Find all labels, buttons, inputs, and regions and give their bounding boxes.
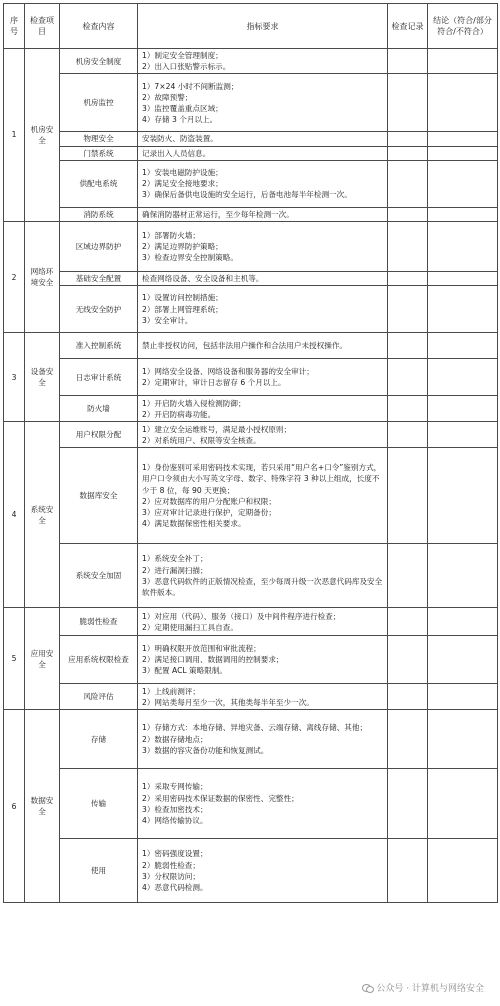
- table-row: [4, 710, 498, 769]
- header-record: 检查记录: [388, 4, 428, 49]
- group-seq: 4: [4, 422, 25, 608]
- table-row: [4, 74, 498, 132]
- check-content: 无线安全防护: [60, 286, 138, 333]
- wechat-icon: [362, 983, 373, 992]
- requirement-line: 2）满足接口调用、数据调用的控制要求；: [142, 655, 284, 665]
- table-row: [4, 359, 498, 396]
- check-content: 系统安全加固: [60, 544, 138, 608]
- requirement-cell: [138, 422, 388, 448]
- table-row: [4, 422, 498, 448]
- requirement-line: 禁止非授权访问，包括非法用户操作和合法用户未授权操作。: [142, 341, 348, 351]
- check-content: 物理安全: [60, 132, 138, 146]
- record-cell[interactable]: [388, 222, 428, 272]
- conclusion-cell[interactable]: [428, 608, 498, 636]
- check-content: 消防系统: [60, 207, 138, 221]
- table-row: [4, 146, 498, 160]
- table-row: [4, 396, 498, 422]
- requirement-line: 3）分权限访问；: [142, 871, 200, 881]
- requirement-line: 4）网络传输协议。: [142, 815, 208, 825]
- table-row: [4, 769, 498, 839]
- requirement-cell: [138, 272, 388, 286]
- table-row: [4, 608, 498, 636]
- record-cell[interactable]: [388, 769, 428, 839]
- requirement-line: 4）满足数据保密性相关要求。: [142, 519, 246, 529]
- group-name: 应用安全: [25, 608, 60, 710]
- conclusion-cell[interactable]: [428, 132, 498, 146]
- requirement-line: 记录出入人员信息。: [142, 148, 211, 158]
- requirement-line: 3）安全审计。: [142, 315, 193, 325]
- conclusion-cell[interactable]: [428, 636, 498, 684]
- requirement-line: 2）出入口张贴警示标示。: [142, 62, 231, 72]
- group-name: 数据安全: [25, 710, 60, 903]
- record-cell[interactable]: [388, 146, 428, 160]
- check-content: 脆弱性检查: [60, 608, 138, 636]
- requirement-line: 2）故障预警；: [142, 92, 193, 102]
- table-row: [4, 636, 498, 684]
- requirement-line: 3）数据的容灾备份功能和恢复测试。: [142, 745, 269, 755]
- conclusion-cell[interactable]: [428, 839, 498, 903]
- requirement-line: 1）制定安全管理制度；: [142, 51, 223, 60]
- requirement-line: 4）存储 3 个月以上。: [142, 115, 218, 125]
- conclusion-cell[interactable]: [428, 74, 498, 132]
- conclusion-cell[interactable]: [428, 333, 498, 359]
- record-cell[interactable]: [388, 49, 428, 74]
- requirement-line: 安装防火、防盗装置。: [142, 134, 218, 144]
- check-content: 用户权限分配: [60, 422, 138, 448]
- requirement-line: 检查网络设备、安全设备和主机等。: [142, 274, 264, 284]
- check-content: 防火墙: [60, 396, 138, 422]
- requirement-line: 1）建立安全运维账号，满足最小授权原则；: [142, 424, 292, 434]
- requirement-line: 2）数据存储地点；: [142, 734, 208, 744]
- conclusion-cell[interactable]: [428, 710, 498, 769]
- watermark: [362, 981, 484, 994]
- group-name: 系统安全: [25, 422, 60, 608]
- conclusion-cell[interactable]: [428, 684, 498, 710]
- table-row: [4, 160, 498, 207]
- conclusion-cell[interactable]: [428, 49, 498, 74]
- conclusion-cell[interactable]: [428, 146, 498, 160]
- requirement-line: 1）网络安全设备、网络设备和服务器的安全审计；: [142, 367, 314, 377]
- requirement-line: 2）网站类每月至少一次，其他类每半年至少一次。: [142, 697, 314, 707]
- check-content: 应用系统权限检查: [60, 636, 138, 684]
- check-content: 存储: [60, 710, 138, 769]
- requirement-line: 1）7×24 小时不间断监测；: [142, 81, 239, 91]
- table-header-row: [4, 4, 498, 49]
- header-requirement: 指标要求: [138, 4, 388, 49]
- record-cell[interactable]: [388, 839, 428, 903]
- conclusion-cell[interactable]: [428, 544, 498, 608]
- requirement-cell: [138, 333, 388, 359]
- requirement-cell: [138, 146, 388, 160]
- requirement-cell: [138, 396, 388, 422]
- requirement-cell: [138, 710, 388, 769]
- table-row: [4, 333, 498, 359]
- group-seq: 5: [4, 608, 25, 710]
- requirement-line: 2）部署上网管理系统；: [142, 304, 223, 314]
- header-content: 检查内容: [60, 4, 138, 49]
- conclusion-cell[interactable]: [428, 286, 498, 333]
- requirement-line: 1）设置访问控制措施；: [142, 293, 223, 303]
- record-cell[interactable]: [388, 544, 428, 608]
- requirement-line: 2）进行漏洞扫描；: [142, 565, 208, 575]
- record-cell[interactable]: [388, 608, 428, 636]
- watermark-text: 公众号 · 计算机与网络安全: [376, 984, 484, 994]
- requirement-line: 2）定期使用漏扫工具自查。: [142, 622, 238, 632]
- table-row: [4, 684, 498, 710]
- record-cell[interactable]: [388, 286, 428, 333]
- requirement-line: 2）采用密码技术保证数据的保密性、完整性；: [142, 793, 299, 803]
- requirement-line: 确保消防器材正常运行，至少每年检测一次。: [142, 209, 294, 219]
- requirement-cell: [138, 684, 388, 710]
- record-cell[interactable]: [388, 710, 428, 769]
- check-content: 风险评估: [60, 684, 138, 710]
- requirement-line: 1）部署防火墙；: [142, 230, 200, 240]
- record-cell[interactable]: [388, 422, 428, 448]
- record-cell[interactable]: [388, 207, 428, 221]
- requirement-line: 2）脆弱性检查；: [142, 860, 200, 870]
- header-item: 检查项目: [25, 4, 60, 49]
- table-row: [4, 49, 498, 74]
- group-name: 机房安全: [25, 49, 60, 222]
- requirement-cell: [138, 636, 388, 684]
- requirement-cell: [138, 49, 388, 74]
- conclusion-cell[interactable]: [428, 222, 498, 272]
- requirement-line: 2）开启防病毒功能。: [142, 409, 216, 419]
- requirement-cell: [138, 207, 388, 221]
- requirement-line: 1）采取专网传输；: [142, 782, 208, 792]
- requirement-line: 1）系统安全补丁；: [142, 554, 208, 564]
- check-content: 基础安全配置: [60, 272, 138, 286]
- group-name: 网络环境安全: [25, 222, 60, 333]
- group-seq: 1: [4, 49, 25, 222]
- conclusion-cell[interactable]: [428, 160, 498, 207]
- requirement-line: 3）检查加密技术；: [142, 804, 208, 814]
- requirement-line: 1）上线前测评；: [142, 686, 200, 696]
- conclusion-cell[interactable]: [428, 359, 498, 396]
- requirement-line: 3）恶意代码软件的正版情况检查，至少每周升级一次恶意代码库及安全软件版本。: [142, 576, 383, 597]
- table-row: [4, 839, 498, 903]
- requirement-line: 2）满足安全接地要求；: [142, 179, 223, 189]
- requirement-line: 2）对系统用户、权限等安全核查。: [142, 435, 261, 445]
- check-content: 门禁系统: [60, 146, 138, 160]
- requirement-line: 1）明确权限开放范围和审批流程；: [142, 643, 261, 653]
- record-cell[interactable]: [388, 272, 428, 286]
- table-row: [4, 544, 498, 608]
- check-content: 区域边界防护: [60, 222, 138, 272]
- requirement-cell: [138, 839, 388, 903]
- requirement-cell: [138, 769, 388, 839]
- record-cell[interactable]: [388, 160, 428, 207]
- group-seq: 2: [4, 222, 25, 333]
- requirement-line: 1）身份鉴别可采用密码技术实现，若只采用“用户名+口令”鉴别方式，用户口令须由大小写英文字母、数字、特殊字符 3 种以上组成，长度不少于 8 位，每 90 天更换；: [142, 463, 382, 495]
- requirement-line: 3）监控覆盖重点区域；: [142, 103, 223, 113]
- check-content: 机房监控: [60, 74, 138, 132]
- group-seq: 3: [4, 333, 25, 422]
- check-content: 机房安全制度: [60, 49, 138, 74]
- check-content: 传输: [60, 769, 138, 839]
- requirement-cell: [138, 222, 388, 272]
- security-checklist-table: [3, 3, 498, 903]
- requirement-cell: [138, 132, 388, 146]
- record-cell[interactable]: [388, 132, 428, 146]
- table-row: [4, 222, 498, 272]
- requirement-line: 4）恶意代码检测。: [142, 882, 208, 892]
- requirement-line: 3）配置 ACL 策略限制。: [142, 666, 228, 676]
- record-cell[interactable]: [388, 396, 428, 422]
- requirement-line: 2）定期审计，审计日志留存 6 个月以上。: [142, 378, 286, 388]
- header-conclusion: 结论（符合/部分符合/不符合）: [428, 4, 498, 49]
- conclusion-cell[interactable]: [428, 769, 498, 839]
- header-seq: 序号: [4, 4, 25, 49]
- requirement-line: 3）确保后备供电设施的安全运行，后备电池每半年检测一次。: [142, 190, 352, 200]
- record-cell[interactable]: [388, 74, 428, 132]
- requirement-line: 1）开启防火墙入侵检测防御；: [142, 398, 246, 408]
- conclusion-cell[interactable]: [428, 422, 498, 448]
- conclusion-cell[interactable]: [428, 448, 498, 544]
- requirement-cell: [138, 74, 388, 132]
- requirement-cell: [138, 544, 388, 608]
- check-content: 日志审计系统: [60, 359, 138, 396]
- group-name: 设备安全: [25, 333, 60, 422]
- requirement-line: 2）应对数据库的用户分配账户和权限；: [142, 496, 276, 506]
- conclusion-cell[interactable]: [428, 207, 498, 221]
- table-row: [4, 132, 498, 146]
- record-cell[interactable]: [388, 636, 428, 684]
- requirement-line: 1）安装电磁防护设施；: [142, 168, 223, 177]
- requirement-line: 3）应对审计记录进行保护，定期备份；: [142, 507, 276, 517]
- conclusion-cell[interactable]: [428, 272, 498, 286]
- check-content: 数据库安全: [60, 448, 138, 544]
- requirement-cell: [138, 359, 388, 396]
- group-seq: 6: [4, 710, 25, 903]
- requirement-line: 1）对应用（代码）、服务（接口）及中间件程序进行检查；: [142, 611, 341, 621]
- requirement-cell: [138, 608, 388, 636]
- conclusion-cell[interactable]: [428, 396, 498, 422]
- record-cell[interactable]: [388, 684, 428, 710]
- record-cell[interactable]: [388, 333, 428, 359]
- requirement-line: 2）满足边界防护策略；: [142, 241, 223, 251]
- check-content: 供配电系统: [60, 160, 138, 207]
- table-row: [4, 448, 498, 544]
- table-row: [4, 286, 498, 333]
- table-row: [4, 272, 498, 286]
- table-row: [4, 207, 498, 221]
- requirement-cell: [138, 448, 388, 544]
- requirement-line: 3）检查边界安全控制策略。: [142, 253, 238, 263]
- check-content: 准入控制系统: [60, 333, 138, 359]
- check-content: 使用: [60, 839, 138, 903]
- record-cell[interactable]: [388, 359, 428, 396]
- requirement-cell: [138, 286, 388, 333]
- table-body: [4, 49, 498, 903]
- requirement-line: 1）密码强度设置；: [142, 849, 208, 859]
- requirement-cell: [138, 160, 388, 207]
- record-cell[interactable]: [388, 448, 428, 544]
- requirement-line: 1）存储方式：本地存储、异地灾备、云端存储、离线存储、其他；: [142, 723, 368, 733]
